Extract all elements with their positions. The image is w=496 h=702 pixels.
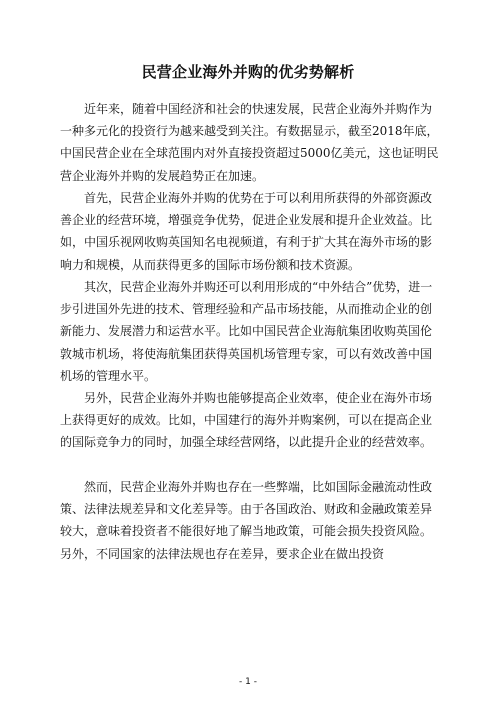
paragraph-2: 首先，民营企业海外并购的优势在于可以利用所获得的外部资源改善企业的经营环境，增强竞争优势，促进企业发展和提升企业效益。比如，中国乐视网收购英国知名电视频道，有利于扩大其在海外市场的影响力和规模，从而获得更多的国际市场份额和技术资源。	[60, 191, 433, 272]
page-title: 民营企业海外并购的优劣势解析	[141, 63, 355, 81]
paragraph-1: 近年来，随着中国经济和社会的快速发展，民营企业海外并购作为一种多元化的投资行为越来越受到关注。有数据显示，截至2018年底，中国民营企业在全球范围内对外直接投资超过5000亿美元，这也证明民营企业海外并购的发展趋势正在加速。	[60, 102, 439, 183]
paragraph-4: 另外，民营企业海外并购也能够提高企业效率，使企业在海外市场上获得更好的成效。比如，中国建行的海外并购案例，可以在提高企业的国际竞争力的同时，加强全球经营网络，以此提升企业的经营效率。	[60, 391, 433, 450]
page-number: - 1 -	[239, 677, 257, 687]
paragraph-3: 其次，民营企业海外并购还可以利用形成的“中外结合”优势，进一步引进国外先进的技术、管理经验和产品市场技能，从而推动企业的创新能力、发展潜力和运营水平。比如中国民营企业海航集团收购英国伦敦城市机场，将使海航集团获得英国机场管理专家，可以有效改善中国机场的管理水平。	[60, 280, 433, 383]
paragraph-5: 然而，民营企业海外并购也存在一些弊端，比如国际金融流动性政策、法律法规差异和文化差异等。由于各国政治、财政和金融政策差异较大，意味着投资者不能很好地了解当地政策，可能会损失投资风险。另外，不同国家的法律法规也存在差异，要求企业在做出投资	[60, 480, 433, 561]
